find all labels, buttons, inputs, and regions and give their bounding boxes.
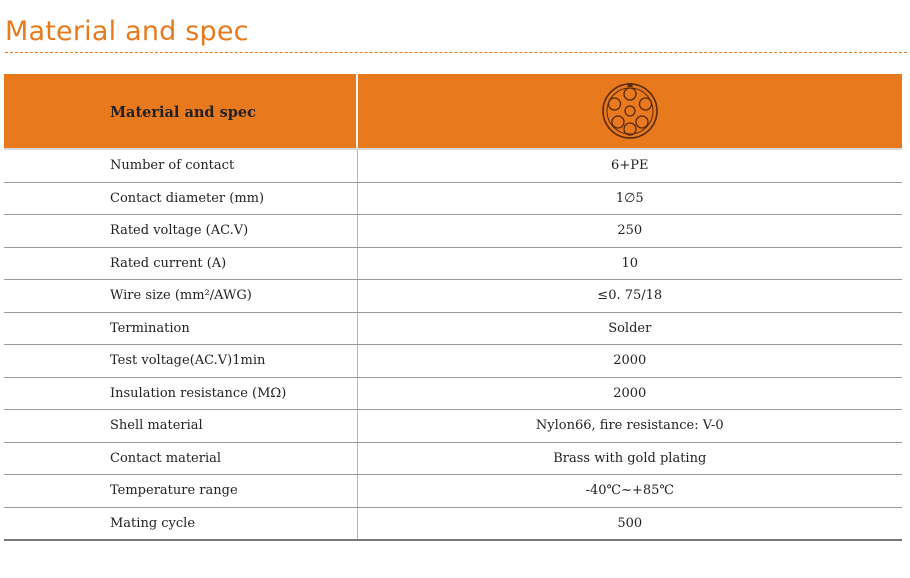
heading-divider: [5, 52, 907, 53]
table-row: [4, 149, 902, 182]
table-row: [4, 507, 902, 540]
spec-value: 2000: [357, 377, 902, 410]
spec-rows: [4, 149, 902, 540]
spec-label: Contact diameter (mm): [4, 182, 357, 215]
spec-table: [4, 74, 902, 541]
table-row: [4, 280, 902, 313]
spec-value: 10: [357, 247, 902, 280]
table-row: [4, 377, 902, 410]
spec-value: 250: [357, 215, 902, 248]
spec-label: Mating cycle: [4, 507, 357, 540]
table-row: [4, 247, 902, 280]
table-row: [4, 442, 902, 475]
spec-value: 1∅5: [357, 182, 902, 215]
table-row: [4, 182, 902, 215]
spec-label: Contact material: [4, 442, 357, 475]
spec-label: Wire size (mm²/AWG): [4, 280, 357, 313]
spec-label: Rated current (A): [4, 247, 357, 280]
spec-label: Temperature range: [4, 475, 357, 508]
spec-value: Nylon66, fire resistance: V-0: [357, 410, 902, 443]
page-title: Material and spec: [5, 16, 249, 47]
spec-label: Shell material: [4, 410, 357, 443]
spec-value: 500: [357, 507, 902, 540]
table-row: [4, 215, 902, 248]
table-row: [4, 475, 902, 508]
header-label-cell: [4, 74, 357, 149]
spec-label: Insulation resistance (MΩ): [4, 377, 357, 410]
spec-label: Test voltage(AC.V)1min: [4, 345, 357, 378]
spec-value: Brass with gold plating: [357, 442, 902, 475]
spec-value: Solder: [357, 312, 902, 345]
table-header-row: [4, 74, 902, 149]
spec-value: -40℃~+85℃: [357, 475, 902, 508]
table-row: [4, 410, 902, 443]
table-row: [4, 312, 902, 345]
header-icon-cell: [357, 74, 902, 149]
table-row: [4, 345, 902, 378]
spec-label: Rated voltage (AC.V): [4, 215, 357, 248]
connector-pinout-icon: [601, 82, 659, 140]
spec-label: Number of contact: [4, 149, 357, 182]
table-header-label: Material and spec: [110, 103, 256, 121]
spec-value: 2000: [357, 345, 902, 378]
spec-value: ≤0. 75/18: [357, 280, 902, 313]
spec-label: Termination: [4, 312, 357, 345]
spec-value: 6+PE: [357, 149, 902, 182]
